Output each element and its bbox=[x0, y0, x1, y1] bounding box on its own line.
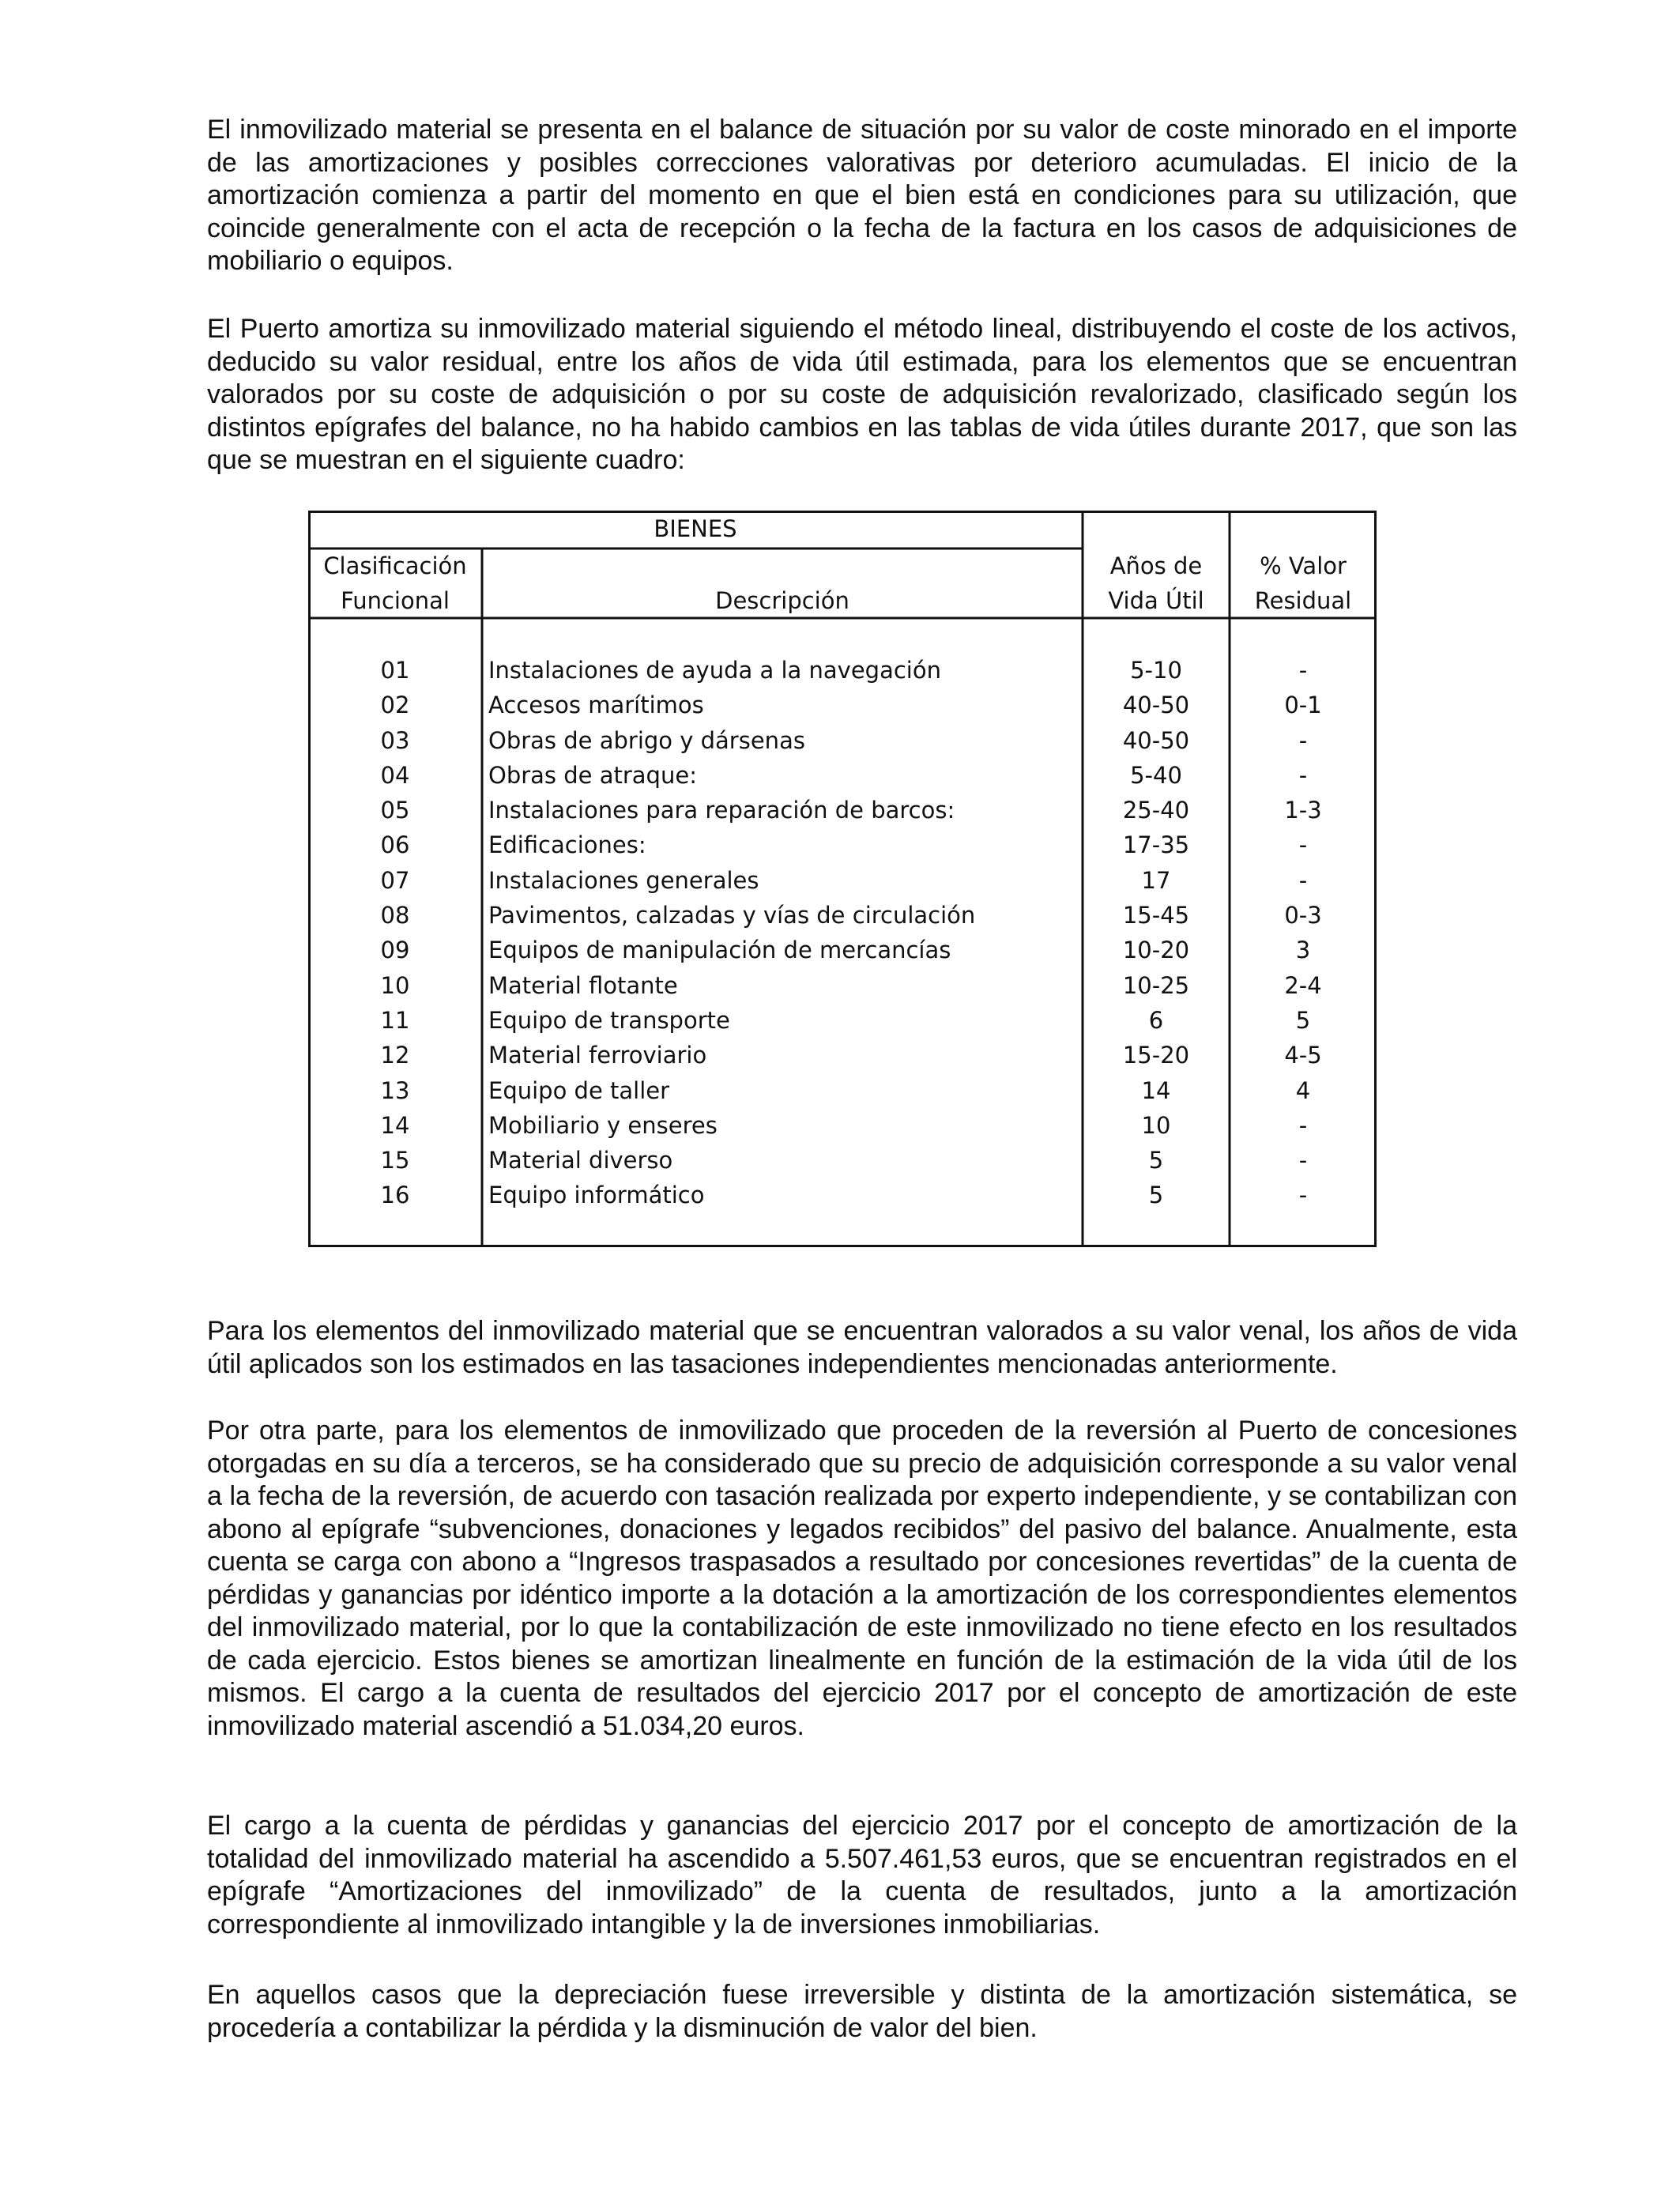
cell-useful-life: 5-10 bbox=[1130, 657, 1182, 684]
cell-useful-life: 5 bbox=[1148, 1147, 1164, 1174]
cell-classification-code: 11 bbox=[380, 1006, 410, 1034]
cell-classification-code: 12 bbox=[380, 1042, 410, 1069]
header-years-line1: Años de bbox=[1109, 552, 1203, 579]
column-description bbox=[488, 653, 1081, 1213]
cell-residual-value: 2-4 bbox=[1284, 971, 1322, 999]
cell-description: Instalaciones generales bbox=[488, 866, 759, 894]
cell-residual-value: - bbox=[1298, 831, 1308, 859]
paragraph-depreciation: En aquellos casos que la depreciación fuese irreversible y distinta de la amortización sistemática, se procedería a contabilizar la pérdida y la disminución de valor del bien. bbox=[207, 1980, 1517, 2043]
cell-useful-life: 10-25 bbox=[1122, 971, 1190, 999]
cell-residual-value: 0-3 bbox=[1284, 902, 1322, 929]
cell-useful-life: 40-50 bbox=[1122, 726, 1190, 754]
cell-description: Obras de atraque: bbox=[488, 761, 697, 789]
cell-residual-value: 1-3 bbox=[1284, 797, 1322, 824]
cell-classification-code: 02 bbox=[380, 692, 410, 719]
cell-classification-code: 10 bbox=[380, 971, 410, 999]
cell-residual-value: - bbox=[1298, 726, 1308, 754]
cell-useful-life: 5-40 bbox=[1130, 761, 1182, 789]
paragraph-reversion-concesiones: Por otra parte, para los elementos de inmovilizado que proceden de la reversión al Puerto de concesiones otorgadas en su día a terceros, se ha considerado que su precio de adquisición corresponde a su valor venal a la fecha de la reversión, de acuerdo con tasación realizada por experto independiente, y se contabilizan con abono al epígrafe “subvenciones, donaciones y legados recibidos” del pasivo del balance. Anualmente, esta cuenta se carga con abono a “Ingresos traspasados a resultado por concesiones revertidas” de la cuenta de pérdidas y ganancias por idéntico importe a la dotación a la amortización de los correspondientes elementos del inmovilizado material, por lo que la contabilización de este inmovilizado no tiene efecto en los resultados de cada ejercicio. Estos bienes se amortizan linealmente en función de la estimación de la vida útil de los mismos. El cargo a la cuenta de resultados del ejercicio 2017 por el concepto de amortización de este inmovilizado material ascendió a 51.034,20 euros. bbox=[207, 1416, 1517, 1741]
cell-residual-value: - bbox=[1298, 866, 1308, 894]
cell-residual-value: 0-1 bbox=[1284, 692, 1322, 719]
cell-residual-value: 4 bbox=[1295, 1076, 1311, 1104]
cell-classification-code: 08 bbox=[380, 902, 410, 929]
cell-description: Mobiliario y enseres bbox=[488, 1111, 718, 1139]
cell-residual-value: - bbox=[1298, 657, 1308, 684]
cell-useful-life: 25-40 bbox=[1122, 797, 1190, 824]
column-residual-value bbox=[1230, 653, 1377, 1213]
cell-residual-value: - bbox=[1298, 1147, 1308, 1174]
useful-life-table bbox=[308, 511, 1377, 1247]
cell-classification-code: 01 bbox=[380, 657, 410, 684]
cell-useful-life: 17-35 bbox=[1122, 831, 1190, 859]
cell-description: Edificaciones: bbox=[488, 831, 646, 859]
cell-useful-life: 10-20 bbox=[1122, 937, 1190, 964]
cell-description: Pavimentos, calzadas y vías de circulación bbox=[488, 902, 976, 929]
cell-residual-value: - bbox=[1298, 1182, 1308, 1209]
cell-useful-life: 14 bbox=[1141, 1076, 1171, 1104]
header-residual-line2: Residual bbox=[1254, 587, 1352, 614]
cell-description: Equipo de transporte bbox=[488, 1006, 730, 1034]
cell-description: Instalaciones de ayuda a la navegación bbox=[488, 657, 941, 684]
header-classification-line2: Funcional bbox=[341, 587, 450, 614]
cell-description: Material ferroviario bbox=[488, 1042, 707, 1069]
cell-useful-life: 6 bbox=[1148, 1006, 1164, 1034]
cell-classification-code: 05 bbox=[380, 797, 410, 824]
paragraph-valor-venal: Para los elementos del inmovilizado material que se encuentran valorados a su valor venal, los años de vida útil aplicados son los estimados en las tasaciones independientes mencionadas anteriormente. bbox=[207, 1316, 1517, 1379]
header-classification-line1: Clasificación bbox=[323, 552, 467, 579]
cell-classification-code: 13 bbox=[380, 1076, 410, 1104]
cell-classification-code: 03 bbox=[380, 726, 410, 754]
cell-useful-life: 10 bbox=[1141, 1111, 1171, 1139]
cell-residual-value: 4-5 bbox=[1284, 1042, 1322, 1069]
cell-classification-code: 14 bbox=[380, 1111, 410, 1139]
cell-residual-value: - bbox=[1298, 1111, 1308, 1139]
cell-description: Equipo informático bbox=[488, 1182, 705, 1209]
cell-classification-code: 07 bbox=[380, 866, 410, 894]
paragraph-amortization-method: El Puerto amortiza su inmovilizado material siguiendo el método lineal, distribuyendo el coste de los activos, deducido su valor residual, entre los años de vida útil estimada, para los elementos que se encuentran valorados por su coste de adquisición o por su coste de adquisición revalorizado, clasificado según los distintos epígrafes del balance, no ha habido cambios en las tablas de vida útiles durante 2017, que son las que se muestran en el siguiente cuadro: bbox=[207, 314, 1517, 475]
cell-classification-code: 16 bbox=[380, 1182, 410, 1209]
column-classification bbox=[308, 653, 482, 1213]
header-residual-line1: % Valor bbox=[1260, 552, 1347, 579]
group-header-bienes: BIENES bbox=[654, 515, 737, 542]
cell-description: Material diverso bbox=[488, 1147, 673, 1174]
cell-useful-life: 17 bbox=[1141, 866, 1171, 894]
cell-description: Equipo de taller bbox=[488, 1076, 670, 1104]
cell-classification-code: 06 bbox=[380, 831, 410, 859]
cell-classification-code: 04 bbox=[380, 761, 410, 789]
cell-residual-value: - bbox=[1298, 761, 1308, 789]
cell-description: Instalaciones para reparación de barcos: bbox=[488, 797, 955, 824]
column-useful-life bbox=[1083, 653, 1230, 1213]
header-years-line2: Vida Útil bbox=[1108, 587, 1204, 614]
paragraph-total-amortization: El cargo a la cuenta de pérdidas y ganancias del ejercicio 2017 por el concepto de amortización de la totalidad del inmovilizado material ha ascendido a 5.507.461,53 euros, que se encuentran registrados en el epígrafe “Amortizaciones del inmovilizado” de la cuenta de resultados, junto a la amortización correspondiente al inmovilizado intangible y la de inversiones inmobiliarias. bbox=[207, 1811, 1517, 1940]
cell-description: Equipos de manipulación de mercancías bbox=[488, 937, 951, 964]
cell-description: Accesos marítimos bbox=[488, 692, 704, 719]
header-description: Descripción bbox=[715, 587, 849, 614]
paragraph-intro: El inmovilizado material se presenta en el balance de situación por su valor de coste minorado en el importe de las amortizaciones y posibles correcciones valorativas por deterioro acumuladas. El inicio de la amortización comienza a partir del momento en que el bien está en condiciones para su utilización, que coincide generalmente con el acta de recepción o la fecha de la factura en los casos de adquisiciones de mobiliario o equipos. bbox=[207, 115, 1517, 276]
cell-useful-life: 40-50 bbox=[1122, 692, 1190, 719]
cell-useful-life: 5 bbox=[1148, 1182, 1164, 1209]
cell-classification-code: 09 bbox=[380, 937, 410, 964]
cell-description: Obras de abrigo y dársenas bbox=[488, 726, 805, 754]
cell-classification-code: 15 bbox=[380, 1147, 410, 1174]
cell-residual-value: 5 bbox=[1295, 1006, 1311, 1034]
cell-useful-life: 15-20 bbox=[1122, 1042, 1190, 1069]
cell-description: Material flotante bbox=[488, 971, 678, 999]
cell-useful-life: 15-45 bbox=[1122, 902, 1190, 929]
cell-residual-value: 3 bbox=[1295, 937, 1311, 964]
